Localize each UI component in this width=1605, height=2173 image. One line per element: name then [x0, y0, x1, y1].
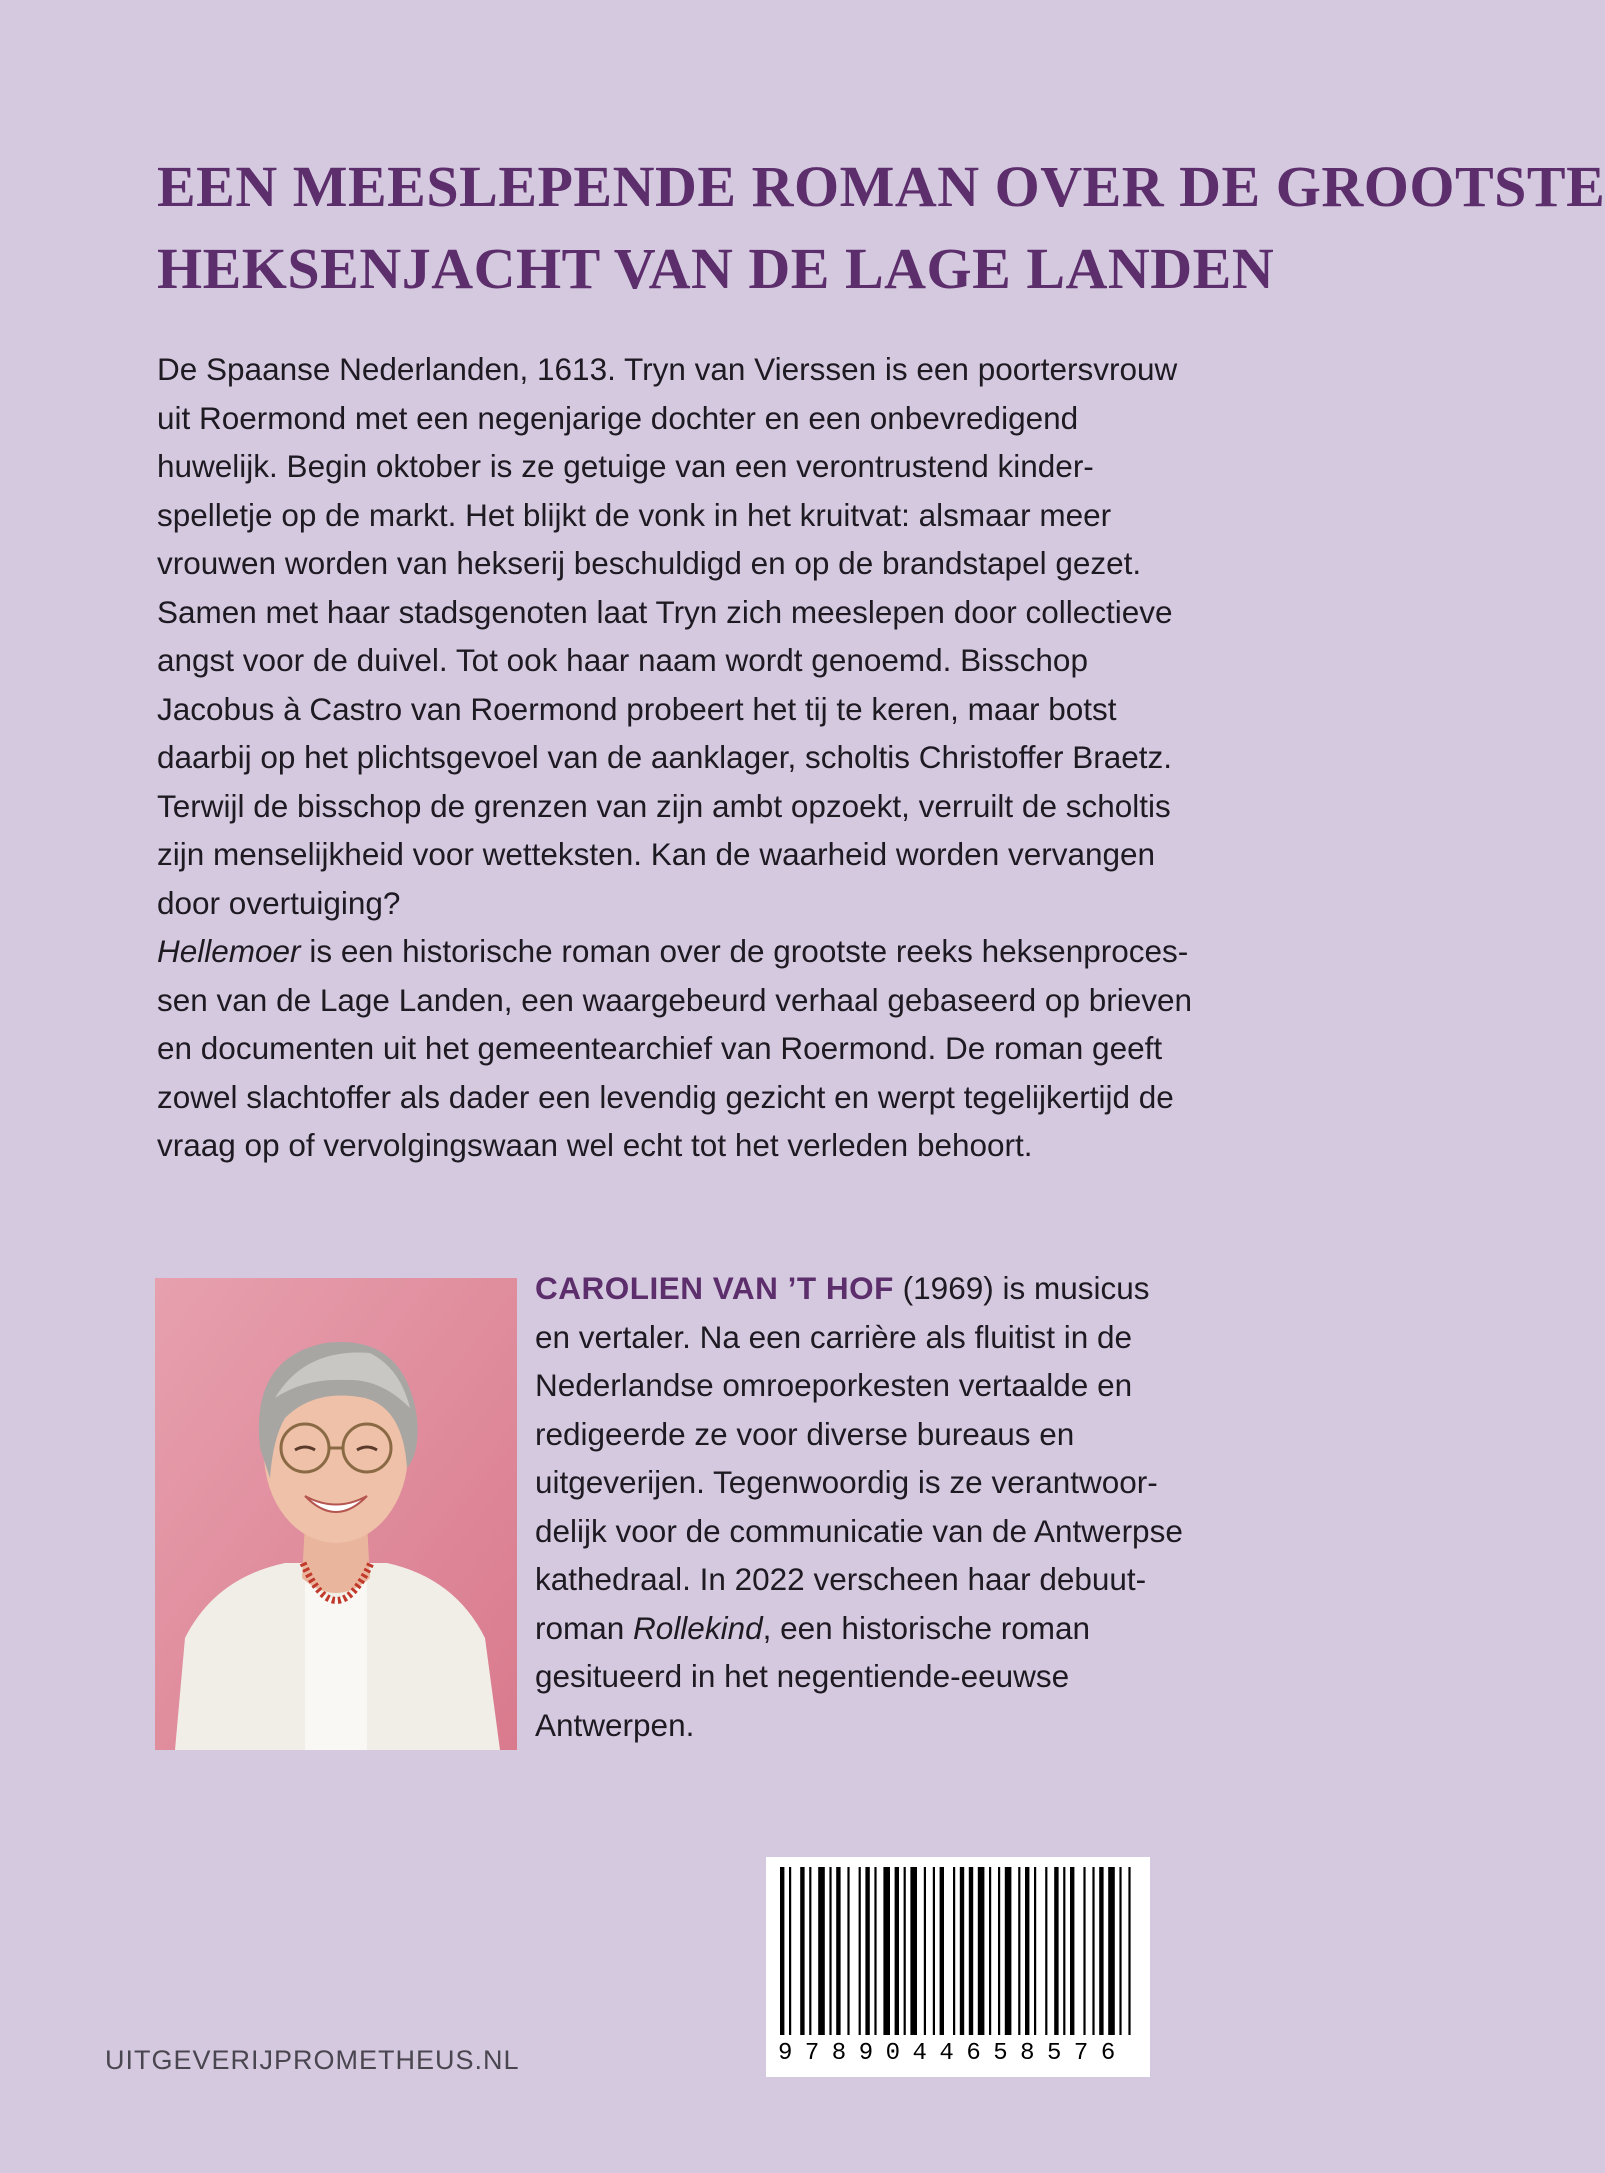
blurb-line: zowel slachtoffer als dader een levendig gezicht en werpt tegelijkertijd de [157, 1078, 1174, 1115]
bio-line: Antwerpen. [535, 1706, 695, 1743]
bio-line [535, 1604, 1235, 1653]
barcode-bar [809, 1867, 811, 2035]
blurb-line [157, 927, 1267, 976]
barcode-bar [904, 1867, 906, 2035]
headline-line-2: HEKSENJACHT VAN DE LAGE LANDEN [157, 236, 1275, 301]
bio-line: gesitueerd in het negentiende-eeuwse [535, 1658, 1070, 1694]
barcode-bar [1025, 1867, 1029, 2035]
barcode-bar [1063, 1867, 1065, 2035]
barcode-bar [780, 1867, 784, 2035]
bio-line: uitgeverijen. Tegenwoordig is ze verantwoor- [535, 1464, 1158, 1500]
barcode-bar [1054, 1867, 1058, 2035]
blurb-line: Samen met haar stadsgenoten laat Tryn zich meeslepen door collectieve [157, 593, 1173, 630]
barcode-bar [847, 1867, 849, 2035]
bio-line-rest: (1969) is musicus [893, 1270, 1150, 1306]
barcode-bar [1119, 1867, 1121, 2035]
blurb-line: vraag op of vervolgingswaan wel echt tot het verleden behoort. [157, 1127, 1033, 1163]
bio-line-prefix: roman [535, 1609, 634, 1646]
author-bio [535, 1264, 1235, 1749]
blurb-line: angst voor de duivel. Tot ook haar naam wordt genoemd. Bisschop [157, 642, 1088, 678]
blurb-line: sen van de Lage Landen, een waargebeurd verhaal gebaseerd op brieven [157, 981, 1193, 1018]
barcode-bar [829, 1867, 831, 2035]
barcode-bar [895, 1867, 899, 2035]
barcode-bar [1045, 1867, 1047, 2035]
barcode-bar [789, 1867, 791, 2035]
barcode-bar [800, 1867, 804, 2035]
barcode-bar [883, 1867, 890, 2035]
author-portrait-illustration [155, 1278, 517, 1750]
barcode-bar [874, 1867, 876, 2035]
blurb-line: Terwijl de bisschop de grenzen van zijn ambt opzoekt, verruilt de scholtis [157, 787, 1171, 824]
barcode-digits: 9789044658576 [778, 2040, 1128, 2067]
blurb-line: Jacobus à Castro van Roermond probeert het tij te keren, maar botst [157, 690, 1117, 727]
book-blurb [157, 345, 1267, 1170]
blurb-line-rest: is een historische roman over de grootste reeks heksenproces- [300, 933, 1189, 969]
barcode-bar [859, 1867, 861, 2035]
barcode-bar [1005, 1867, 1012, 2035]
blurb-line: spelletje op de markt. Het blijkt de vonk in het kruitvat: alsmaar meer [157, 496, 1112, 533]
barcode-bar [933, 1867, 935, 2035]
blurb-line: door overtuiging? [157, 884, 401, 921]
bio-line [535, 1264, 1235, 1313]
barcode-bar [1128, 1867, 1130, 2035]
isbn-barcode [766, 1857, 1150, 2077]
barcode-bar [953, 1867, 955, 2035]
barcode-bar [1018, 1867, 1020, 2035]
bio-line: en vertaler. Na een carrière als fluitist in de [535, 1318, 1133, 1355]
blurb-line: uit Roermond met een negenjarige dochter en een onbevredigend [157, 399, 1079, 436]
barcode-bar [1099, 1867, 1103, 2035]
headline-line-1: EEN MEESLEPENDE ROMAN OVER DE GROOTSTE [157, 154, 1605, 219]
blurb-line: vrouwen worden van hekserij beschuldigd en op de brandstapel gezet. [157, 545, 1142, 581]
barcode-bar [940, 1867, 944, 2035]
blurb-line: huwelijk. Begin oktober is ze getuige van een verontrustend kinder- [157, 448, 1094, 484]
barcode-bar [818, 1867, 825, 2035]
barcode-bar [969, 1867, 973, 2035]
barcode-bar [836, 1867, 840, 2035]
bio-line: kathedraal. In 2022 verscheen haar debuut- [535, 1561, 1147, 1597]
blurb-line: De Spaanse Nederlanden, 1613. Tryn van Vierssen is een poortersvrouw [157, 351, 1178, 387]
barcode-bar [998, 1867, 1000, 2035]
barcode-bar [924, 1867, 926, 2035]
bio-line-rest: , een historische roman [762, 1609, 1091, 1646]
back-cover-headline [157, 146, 1605, 310]
bio-line: redigeerde ze voor diverse bureaus en [535, 1415, 1075, 1452]
blurb-line: en documenten uit het gemeentearchief van Roermond. De roman geeft [157, 1030, 1163, 1066]
barcode-bar [960, 1867, 964, 2035]
bio-line: Nederlandse omroeporkesten vertaalde en [535, 1367, 1133, 1403]
barcode-bar [1083, 1867, 1085, 2035]
book-title: Hellemoer [157, 933, 301, 969]
blurb-line: zijn menselijkheid voor wetteksten. Kan de waarheid worden vervangen [157, 836, 1156, 872]
barcode-bar [1070, 1867, 1074, 2035]
barcode-bar [1034, 1867, 1036, 2035]
barcode-bar [989, 1867, 991, 2035]
author-photo [155, 1278, 517, 1750]
barcode-bar [1092, 1867, 1094, 2035]
author-name: CAROLIEN VAN ’T HOF [535, 1270, 894, 1306]
barcode-bar [1108, 1867, 1115, 2035]
debut-title: Rollekind [633, 1609, 763, 1646]
barcode-bar [865, 1867, 869, 2035]
barcode-bar [910, 1867, 917, 2035]
blurb-line: daarbij op het plichtsgevoel van de aanklager, scholtis Christoffer Braetz. [157, 739, 1172, 775]
bio-line: delijk voor de communicatie van de Antwerpse [535, 1512, 1183, 1549]
publisher-url: UITGEVERIJPROMETHEUS.NL [105, 2045, 520, 2075]
barcode-bar [978, 1867, 985, 2035]
